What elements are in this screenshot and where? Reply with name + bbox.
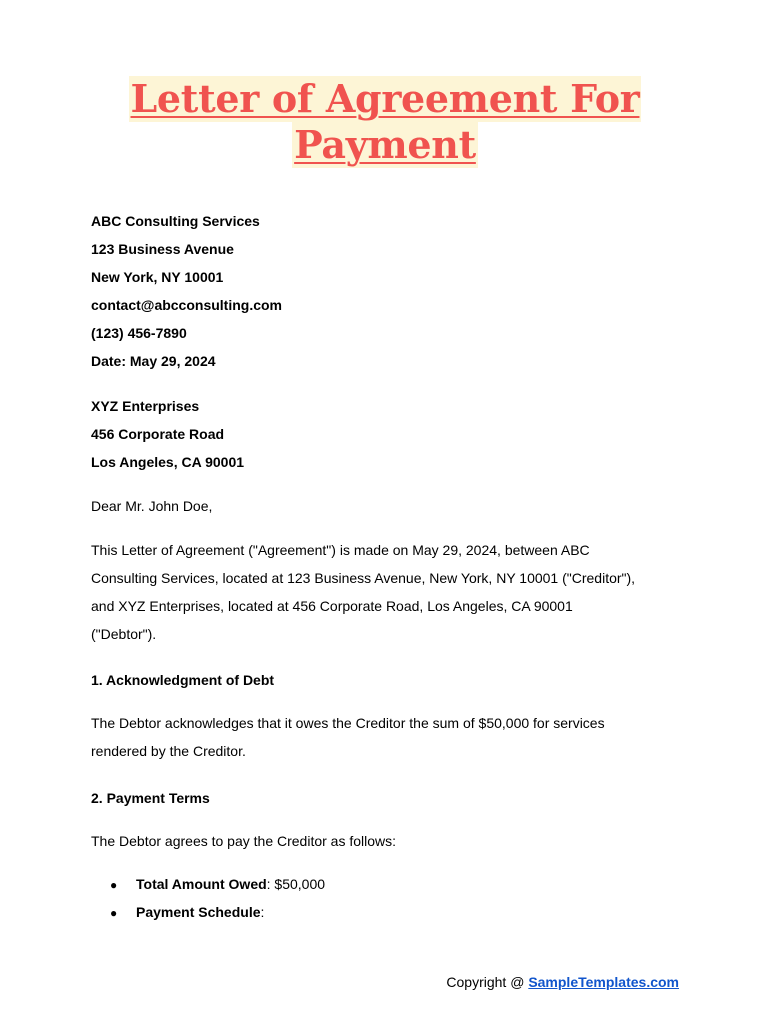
bullet-value: : <box>260 904 265 920</box>
document-title <box>0 76 770 168</box>
paragraph-line: ("Debtor"). <box>91 626 157 642</box>
copyright-footer <box>446 970 679 994</box>
payment-terms-list <box>110 870 710 926</box>
recipient-city: Los Angeles, CA 90001 <box>91 454 245 470</box>
list-item <box>110 870 710 898</box>
recipient-company: XYZ Enterprises <box>91 398 200 414</box>
sender-city: New York, NY 10001 <box>91 269 224 285</box>
sender-company: ABC Consulting Services <box>91 213 260 229</box>
title-line-1: Letter of Agreement For <box>130 76 640 121</box>
section-2-heading <box>91 784 691 812</box>
letter-date: Date: May 29, 2024 <box>91 353 216 369</box>
recipient-street: 456 Corporate Road <box>91 426 225 442</box>
paragraph-line: The Debtor agrees to pay the Creditor as follows: <box>91 833 397 849</box>
bullet-value: : $50,000 <box>266 876 326 892</box>
sender-block <box>91 207 691 375</box>
section-1-paragraph <box>91 709 691 765</box>
greeting-text: Dear Mr. John Doe, <box>91 498 213 514</box>
paragraph-line: Consulting Services, located at 123 Business Avenue, New York, NY 10001 ("Creditor"), <box>91 570 636 586</box>
greeting <box>91 492 691 520</box>
paragraph-line: This Letter of Agreement ("Agreement") is made on May 29, 2024, between ABC <box>91 542 590 558</box>
paragraph-line: The Debtor acknowledges that it owes the Creditor the sum of $50,000 for services <box>91 715 605 731</box>
section-2-paragraph <box>91 827 691 855</box>
sender-phone: (123) 456-7890 <box>91 325 187 341</box>
title-line-2: Payment <box>294 122 476 167</box>
paragraph-line: rendered by the Creditor. <box>91 743 246 759</box>
section-heading: 2. Payment Terms <box>91 790 210 806</box>
sender-email: contact@abcconsulting.com <box>91 297 283 313</box>
paragraph-line: and XYZ Enterprises, located at 456 Corporate Road, Los Angeles, CA 90001 <box>91 598 573 614</box>
copyright-prefix: Copyright @ <box>446 974 529 990</box>
recipient-block <box>91 392 691 476</box>
section-heading: 1. Acknowledgment of Debt <box>91 672 275 688</box>
sampletemplates-link[interactable]: SampleTemplates.com <box>528 974 679 990</box>
list-item <box>110 898 710 926</box>
intro-paragraph <box>91 536 691 648</box>
bullet-icon: ● <box>110 878 118 892</box>
section-1-heading <box>91 666 691 694</box>
bullet-label: Total Amount Owed <box>136 876 267 892</box>
bullet-label: Payment Schedule <box>136 904 261 920</box>
bullet-icon: ● <box>110 906 118 920</box>
sender-street: 123 Business Avenue <box>91 241 234 257</box>
